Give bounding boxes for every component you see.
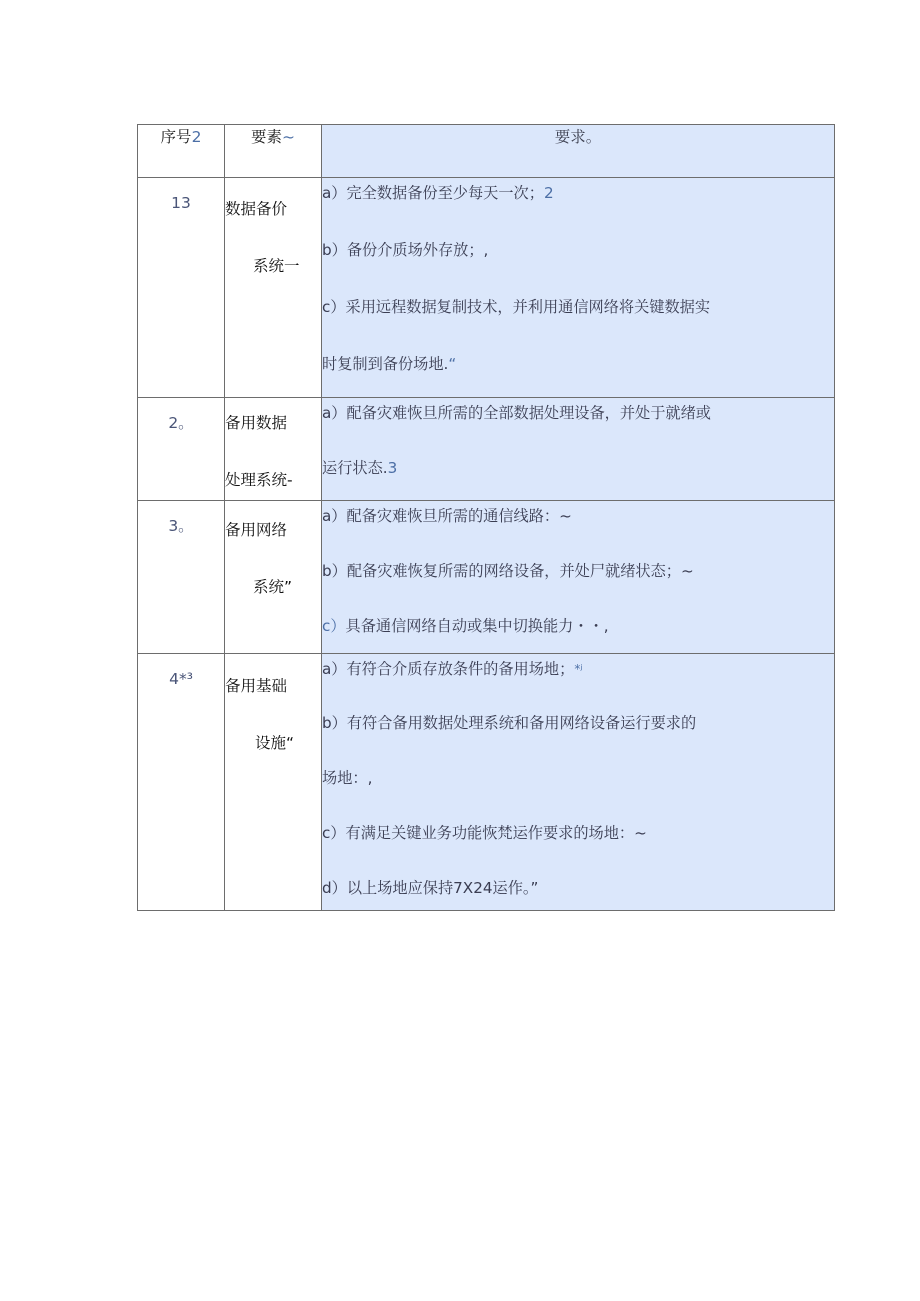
row-num-cell [138,398,225,501]
header-requirement-cell [322,125,835,178]
requirement-text: b）配备灾难恢复所需的网络设备，并处尸就绪状态；~ [322,562,694,580]
row-element-line1: 备用基础 [225,677,288,695]
requirement-text: a）有符合介质存放条件的备用场地； [322,660,575,678]
header-element-mark: ~ [282,128,295,146]
requirement-line [322,349,834,397]
requirement-text: 场地：, [322,769,373,787]
row-requirement-cell [322,654,835,911]
header-requirement-label: 要求。 [554,128,602,146]
table-row [138,654,835,911]
requirement-line [322,818,834,873]
requirement-mark: 3 [387,459,398,477]
row-num: 13 [171,194,191,212]
row-num: 2。 [168,414,194,432]
row-requirement-cell [322,178,835,398]
requirement-text: a）完全数据备份至少每天一次； [322,184,544,202]
requirement-mark: 2 [543,184,554,202]
requirement-line [322,763,834,818]
requirement-line [322,654,834,708]
requirement-line [322,453,834,499]
requirement-line [322,501,834,556]
requirement-text: a）配备灾难恢旦所需的全部数据处理设备，并处于就绪或 [322,404,711,422]
row-element-cell [225,501,322,654]
row-element-line1: 备用数据 [225,414,288,432]
header-element-label: 要素 [250,128,282,146]
requirement-text: 时复制到备份场地. [322,355,449,373]
table-row [138,501,835,654]
requirement-line [322,873,834,910]
row-element-line1: 数据备价 [225,200,288,218]
requirement-text: b）有符合备用数据处理系统和备用网络设备运行要求的 [322,714,697,732]
row-num: 4*³ [169,670,193,688]
requirement-text: b）备份介质场外存放；, [322,241,489,259]
header-num-label: 序号 [160,128,192,146]
requirement-text: c）采用远程数据复制技术，并利用通信网络将关键数据实 [322,298,711,316]
row-num: 3。 [168,517,194,535]
row-requirement-cell [322,501,835,654]
row-num-cell [138,178,225,398]
requirement-line [322,235,834,292]
row-element-line1: 备用网络 [225,521,288,539]
table-header-row [138,125,835,178]
row-num-cell [138,501,225,654]
requirement-line [322,398,834,453]
header-num-cell [138,125,225,178]
requirement-mark: c） [322,617,346,635]
requirement-text: c）有满足关键业务功能恢梵运作要求的场地：~ [322,824,647,842]
requirement-text: 运行状态. [322,459,388,477]
row-element-cell [225,398,322,501]
requirement-line [322,556,834,611]
requirement-line [322,611,834,652]
requirement-line [322,708,834,763]
row-element-line2: 处理系统- [225,471,293,489]
requirement-line [322,178,834,235]
requirement-mark: *ʲ [574,662,583,676]
row-element-cell [225,654,322,911]
header-element-cell [225,125,322,178]
row-element-line2: 系统一 [253,257,300,275]
requirement-line [322,292,834,349]
requirement-text: d）以上场地应保持7X24运作。” [322,879,539,897]
table-row [138,398,835,501]
row-requirement-cell [322,398,835,501]
row-element-line2: 系统” [253,578,293,596]
requirement-mark: “ [448,355,457,373]
requirement-text: a）配备灾难恢旦所需的通信线路：~ [322,507,572,525]
header-num-mark: 2 [191,128,202,146]
row-num-cell [138,654,225,911]
row-element-line2: 设施“ [255,734,295,752]
row-element-cell [225,178,322,398]
requirement-text: 具备通信网络自动或集中切换能力・・, [345,617,609,635]
table-row [138,178,835,398]
requirements-table [137,124,835,911]
